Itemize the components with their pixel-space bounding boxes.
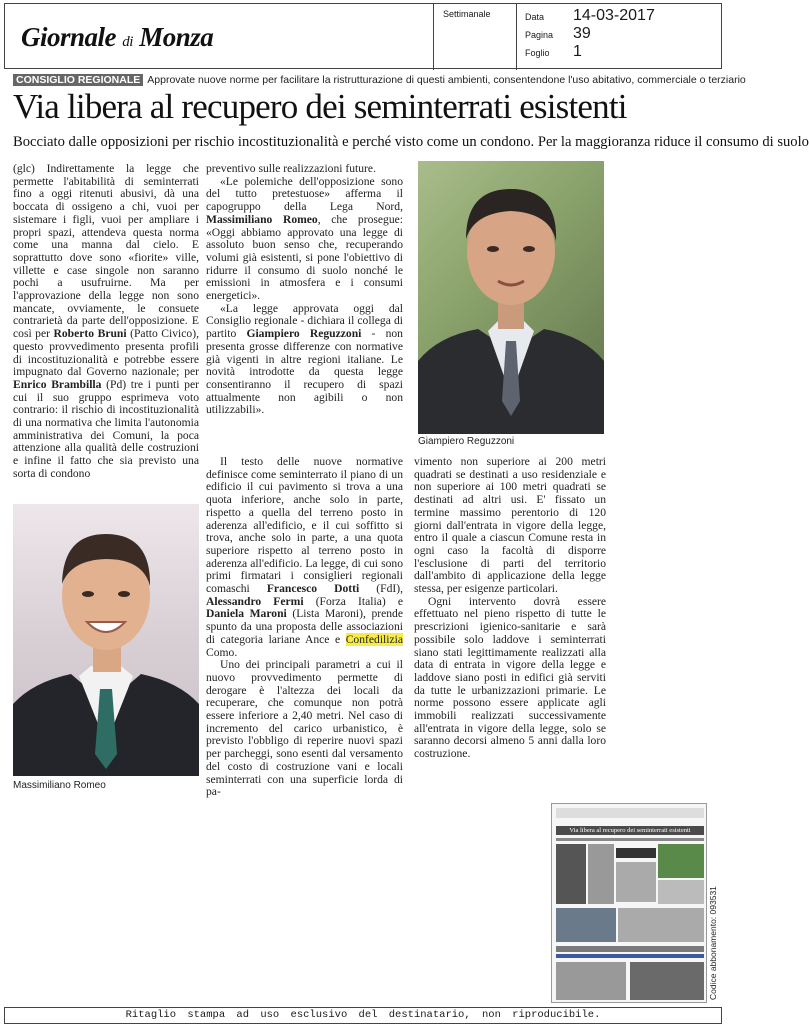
subheadline: Bocciato dalle opposizioni per rischio incostituzionalità e perché visto come un condono. Per la maggioranza riduce il consumo di suolo — [13, 134, 809, 150]
header-divider — [516, 4, 517, 70]
text: (Forza Italia) e — [315, 594, 403, 608]
kicker-summary: Approvate nuove norme per facilitare la ristrutturazione di questi ambienti, consentendone l'uso abitativo, commerciale o terziario — [147, 74, 746, 86]
text: , che prosegue: «Oggi abbiamo approvato una legge di assoluto buon senso che, recuperando volumi già esistenti, si pone l'obiettivo di ridurre il consumo di suolo nonché le emissioni in atmosfera e i consumi energetici». — [206, 212, 404, 303]
photo-caption: Giampiero Reguzzoni — [418, 436, 515, 447]
portrait-illustration — [418, 161, 604, 434]
portrait-illustration — [13, 504, 199, 776]
person-name: Enrico Brambilla — [13, 377, 102, 391]
date-value: 14-03-2017 — [573, 7, 655, 24]
text: (glc) Indirettamente la legge che permette l'abitabilità di seminterrati fino a oggi ritenuti abusivi, dà una boccata di ossigeno a chi, vuoi per sistemare i figli, vuoi per ampliare i propri spazi, attendeva questa norma come una manna dal cielo. E soprattutto dove sono «fiorite» ville, villette e case singole non saranno pochi a usufruirne. Ma per l'approvazione della legge non sono mancate, ovviamente, le consuete contrarietà da parte dell'opposizione. E così per — [13, 162, 199, 341]
text: «La legge approvata oggi dal Consiglio regionale - dichiara il collega di partito — [206, 301, 403, 341]
logo-word-di: di — [122, 34, 133, 50]
text: «Le polemiche dell'opposizione sono del tutto pretestuose» afferma il capogruppo della Lega Nord, — [206, 174, 403, 214]
person-name: Alessandro Fermi — [206, 594, 304, 608]
paragraph: preventivo sulle realizzazioni future. — [206, 162, 376, 175]
paragraph: Uno dei principali parametri a cui il nuovo provvedimento permette di derogare è l'altezza dei locali da recuperare, che comunque non potrà essere inferiore a 2,40 metri. Nel caso di incremento del carico urbanistico, è previsto l'obbligo di reperire nuovi spazi per parcheggi, sono esenti dal versamento del costo di costruzione vani e locali seminterrati con una superficie lorda di pa- — [206, 658, 403, 799]
text: (Patto Civico), questo provvedimento presenta profili di incostituzionalità e potrebbe essere impugnato dal Governo nazionale; per — [13, 327, 199, 379]
photo-caption: Massimiliano Romeo — [13, 780, 106, 791]
clipping-header — [4, 3, 722, 69]
article-column-3 — [414, 456, 606, 761]
section-label: CONSIGLIO REGIONALE — [13, 74, 143, 86]
article-column-2 — [206, 163, 403, 417]
sheet-label: Foglio — [525, 48, 550, 58]
logo-word-monza: Monza — [139, 22, 214, 52]
logo-word-giornale: Giornale — [21, 22, 117, 52]
person-name: Giampiero Reguzzoni — [246, 327, 362, 341]
page-thumbnail — [551, 803, 707, 1003]
paragraph — [206, 456, 403, 659]
article-column-2-continued — [206, 456, 403, 799]
headline: Via libera al recupero dei seminterrati esistenti — [13, 87, 627, 126]
subscription-code: Codice abbonamento: 093531 — [708, 886, 718, 1000]
page-value: 39 — [573, 25, 591, 42]
paragraph — [206, 303, 403, 417]
person-name: Daniela Maroni — [206, 607, 287, 621]
paragraph — [13, 163, 199, 481]
text: Como. — [206, 645, 238, 659]
text: Il testo delle nuove normative definisce come seminterrato il piano di un edificio il cui pavimento si trova a una quota inferiore, anche solo in parte, rispetto a quella del terreno posto in aderenza all'edificio, e il cui soffitto si trova, anche solo in parte, a una quota superiore rispetto al terreno posto in aderenza all'edificio. La legge, di cui sono primi firmatari i consiglieri regionali comaschi — [206, 455, 403, 596]
text: - non presenta grosse differenze con normative già vigenti in altre regioni italiane. Le novità introdotte da questa legge consentiranno il recupero di spazi attualmente non agibili o non utilizzabili». — [206, 327, 403, 417]
text: (Lista Maroni), prende spunto da una proposta delle associazioni di categoria lariane Ance e — [206, 607, 403, 646]
text: (FdI), — [376, 582, 403, 596]
person-name: Francesco Dotti — [266, 582, 360, 596]
photo-giampiero-reguzzoni — [418, 161, 604, 434]
page-label: Pagina — [525, 30, 554, 40]
paragraph — [206, 176, 403, 303]
thumbnail-headline: Via libera al recupero dei seminterrati esistenti — [556, 826, 704, 835]
text: (Pd) tre i punti per cui il suo gruppo esprimeva voto contrario: il rischio di incostituzionalità di una normativa che limita l'autonomia amministrativa dei Comuni, la poca attenzione alla qualità delle costruzioni e infine il fatto che sia previsto una sorta di condono — [13, 377, 199, 480]
article-kicker — [13, 74, 746, 87]
photo-massimiliano-romeo — [13, 504, 199, 776]
article-column-1 — [13, 163, 199, 481]
person-name: Massimiliano Romeo — [206, 212, 318, 226]
publication-frequency: Settimanale — [443, 9, 491, 19]
clipping-disclaimer: Ritaglio stampa ad uso esclusivo del destinatario, non riproducibile. — [4, 1007, 722, 1024]
sheet-value: 1 — [573, 43, 582, 60]
paragraph: Ogni intervento dovrà essere effettuato nel pieno rispetto di tutte le prescrizioni igienico-sanitarie e sarà possibile solo laddove i seminterrati siano stati legittimamente realizzati alla data di entrata in vigore della legge e laddove siano posti in edifici già serviti da tutte le urbanizzazioni primarie. Le norme possono essere applicate agli immobili realizzati successivamente all'entrata in vigore della legge, solo se saranno decorsi almeno 5 anni dalla loro costruzione. — [414, 594, 606, 761]
person-name: Roberto Bruni — [53, 327, 127, 341]
paragraph: vimento non superiore ai 200 metri quadrati se destinati a uso residenziale e non superiore ai 100 metri quadrati se destinati ad altri usi. E' fissato un termine massimo perentorio di 120 giorni dall'entrata in vigore della legge, entro il quale a ciascun Comune resta in ogni caso la facoltà di disporre l'esclusione di parti del territorio dall'ambito di applicazione della legge stessa, per esigenze particolari. — [414, 455, 606, 596]
newspaper-logo — [21, 22, 213, 53]
date-label: Data — [525, 12, 545, 22]
header-divider — [433, 4, 434, 70]
highlighted-term: Confedilizia — [345, 632, 403, 646]
